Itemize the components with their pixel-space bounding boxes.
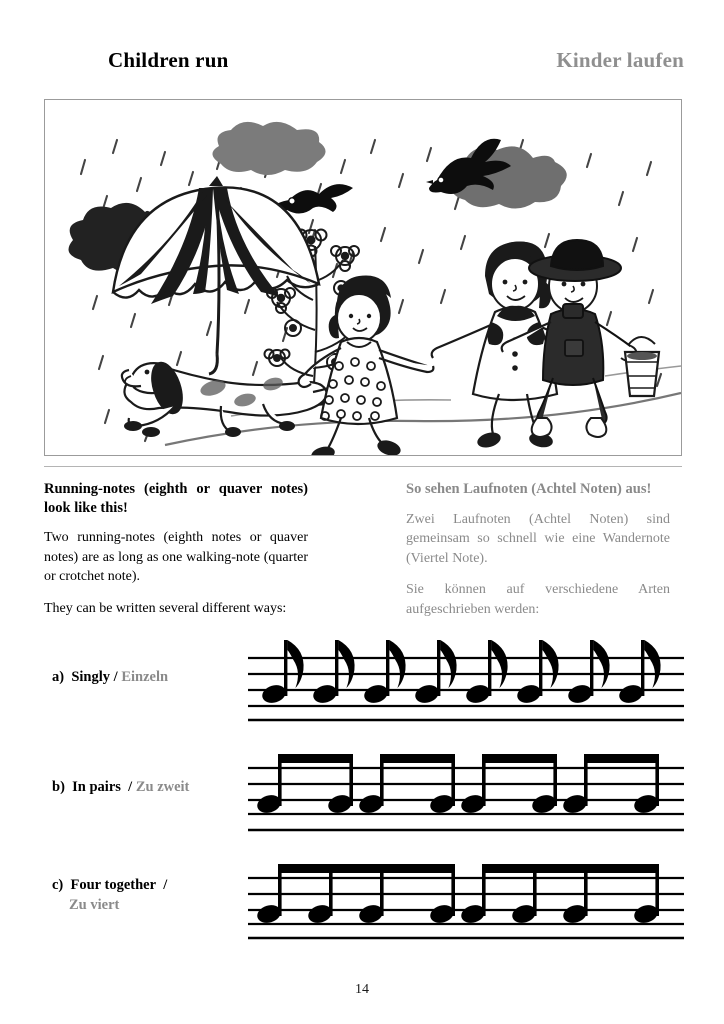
example-b-label [52, 778, 252, 798]
text-column-german [406, 480, 670, 620]
example-a-separator: / [113, 669, 118, 685]
example-c-separator: / [163, 877, 168, 893]
page-title-german: Kinder laufen [556, 48, 684, 72]
children-running-in-rain-illustration [45, 100, 681, 455]
german-heading: So sehen Laufnoten (Achtel Noten) aus! [406, 481, 652, 497]
german-paragraph-1: Zwei Laufnoten (Achtel Noten) sind gemeinsam so schnell wie eine Wandernote (Viertel Note). [406, 511, 670, 566]
example-b-label-english: In pairs [72, 779, 121, 795]
example-row-a [44, 632, 684, 728]
example-b-notation [248, 742, 684, 838]
example-b-separator: / [128, 779, 133, 795]
example-a-label-english: Singly [71, 669, 111, 685]
page-title-english: Children run [108, 48, 229, 72]
page-number: 14 [355, 982, 369, 997]
example-c-notation [248, 848, 684, 944]
english-paragraph-2: They can be written several different ways: [44, 600, 287, 616]
text-column-english [44, 480, 308, 618]
example-a-marker: a) [52, 669, 65, 685]
illustration-frame [44, 99, 682, 456]
example-c-label [52, 876, 252, 915]
example-c-label-english: Four together [70, 877, 157, 893]
example-a-notation [248, 632, 684, 728]
english-paragraph-1: Two running-notes (eighth notes or quaver notes) are as long as one walking-note (quarter or crotchet note). [44, 530, 308, 585]
example-a-label [52, 668, 252, 688]
page-header [44, 48, 684, 84]
example-c-label-german: Zu viert [69, 896, 120, 913]
german-paragraph-2: Sie können auf verschiedene Arten aufgeschrieben werden: [406, 582, 670, 617]
example-c-marker: c) [52, 877, 64, 893]
example-b-marker: b) [52, 779, 65, 795]
english-heading: Running-notes (eighth or quaver notes) look like this! [44, 481, 308, 516]
staff-lines [248, 658, 684, 706]
example-a-label-german: Einzeln [121, 669, 169, 685]
example-b-label-german: Zu zweit [135, 779, 190, 795]
example-row-c [44, 848, 684, 944]
eighth-notes-singly [260, 640, 661, 706]
example-row-b [44, 742, 684, 838]
section-divider [44, 466, 682, 467]
